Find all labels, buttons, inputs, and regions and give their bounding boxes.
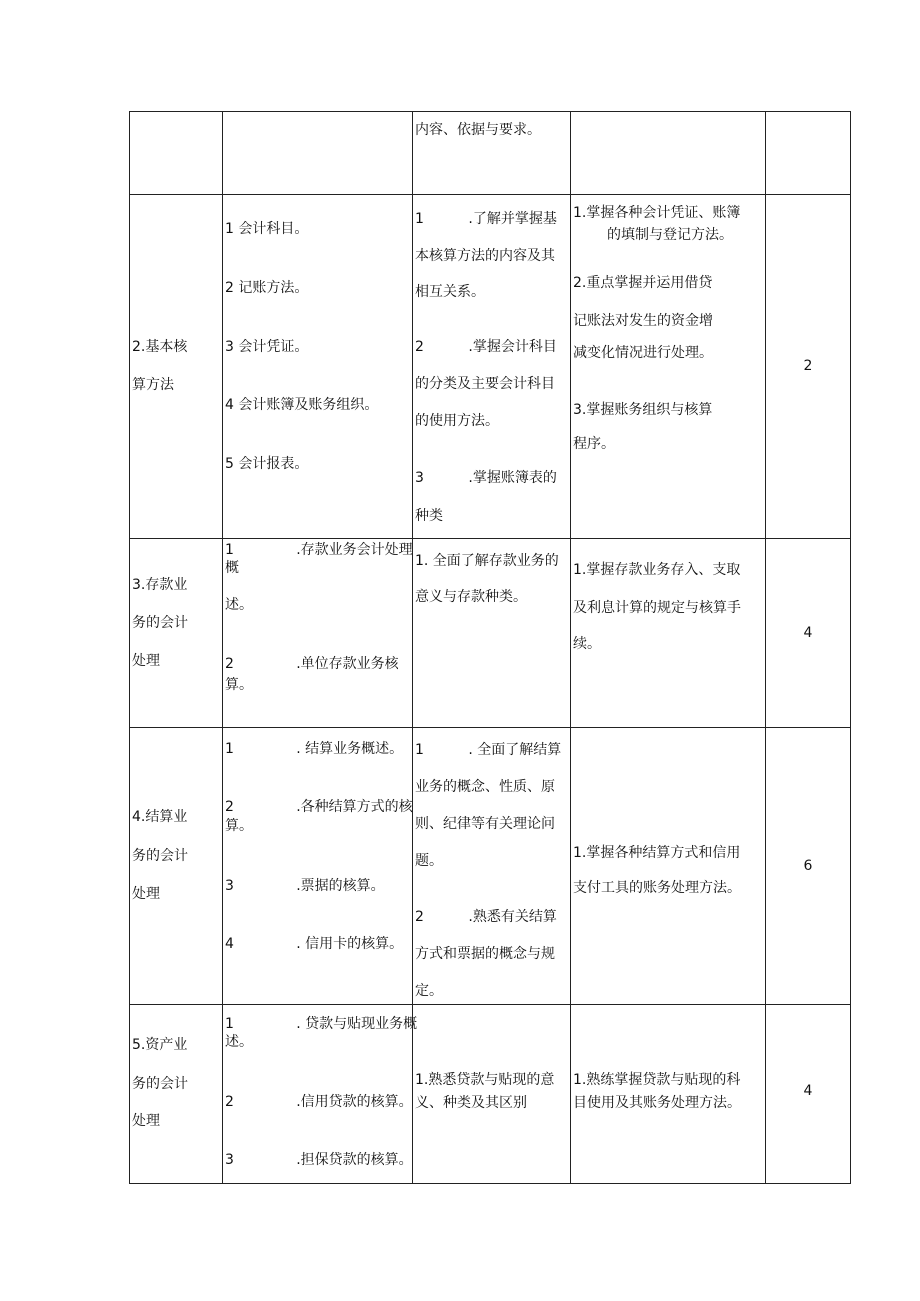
requirements-cell	[413, 539, 571, 728]
table-row	[130, 1005, 851, 1184]
cell-line: 1.掌握存款业务存入、支取	[573, 562, 741, 578]
cell-line: 相互关系。	[415, 284, 485, 300]
cell-line: 4 会计账簿及账务组织。	[225, 397, 379, 413]
hours-value: 4	[803, 625, 813, 641]
table-row	[130, 539, 851, 728]
cell-line: 3 会计凭证。	[225, 339, 309, 355]
cell-line: 业务的概念、性质、原	[415, 779, 555, 795]
content-cell	[223, 1005, 418, 1184]
syllabus-table	[129, 111, 851, 1184]
skills-cell	[571, 112, 766, 195]
cell-line: 定。	[415, 983, 443, 999]
cell-line: 1.熟悉贷款与贴现的意	[415, 1072, 555, 1088]
cell-line: 2 .熟悉有关结算	[415, 909, 557, 925]
topic-cell	[130, 195, 223, 539]
table-row	[130, 112, 851, 195]
cell-line: 4 . 信用卡的核算。	[225, 936, 404, 952]
hours-cell	[766, 112, 851, 195]
requirements-cell	[413, 195, 571, 539]
cell-line: 2 .信用贷款的核算。	[225, 1094, 413, 1110]
cell-line: 5 会计报表。	[225, 456, 309, 472]
cell-line: 1. 全面了解存款业务的	[415, 553, 559, 569]
cell-line: 处理	[132, 886, 160, 902]
table-row	[130, 195, 851, 539]
hours-cell	[766, 195, 851, 539]
cell-line: 2.基本核	[132, 339, 188, 355]
cell-line: 概	[225, 560, 239, 576]
content-cell	[223, 112, 413, 195]
hours-cell	[766, 539, 851, 728]
cell-line: 5.资产业	[132, 1037, 188, 1053]
topic-cell	[130, 728, 223, 1005]
cell-line: 1 会计科目。	[225, 221, 309, 237]
cell-line: 支付工具的账务处理方法。	[573, 880, 741, 896]
cell-line: 1.掌握各种会计凭证、账簿	[573, 205, 741, 221]
cell-line: 务的会计	[132, 1076, 188, 1092]
cell-line: 意义与存款种类。	[415, 589, 527, 605]
topic-cell	[130, 112, 223, 195]
topic-cell	[130, 539, 223, 728]
cell-line: 1 . 全面了解结算	[415, 742, 562, 758]
content-cell	[223, 195, 413, 539]
cell-line: 则、纪律等有关理论问	[415, 816, 555, 832]
cell-line: 2 .掌握会计科目	[415, 339, 557, 355]
cell-line: 3 .担保贷款的核算。	[225, 1152, 413, 1168]
hours-value: 4	[803, 1083, 813, 1099]
cell-line: 3.掌握账务组织与核算	[573, 402, 713, 418]
cell-line: 述。	[225, 1034, 253, 1050]
cell-line: 2.重点掌握并运用借贷	[573, 275, 713, 291]
cell-line: 2 .各种结算方式的核	[225, 799, 413, 815]
cell-line: 题。	[415, 853, 443, 869]
cell-line: 义、种类及其区别	[415, 1095, 527, 1111]
cell-line: 的分类及主要会计科目	[415, 376, 555, 392]
content-cell	[223, 539, 413, 728]
cell-line: 记账法对发生的资金增	[573, 313, 713, 329]
cell-line: 1 . 贷款与贴现业务概	[225, 1016, 418, 1032]
cell-line: 处理	[132, 653, 160, 669]
hours-cell	[766, 1005, 851, 1184]
cell-line: 减变化情况进行处理。	[573, 345, 713, 361]
cell-line: 述。	[225, 597, 253, 613]
cell-line: 2 记账方法。	[225, 280, 309, 296]
cell-line: 续。	[573, 636, 601, 652]
requirements-cell	[413, 728, 571, 1005]
hours-cell	[766, 728, 851, 1005]
cell-line: 1 .了解并掌握基	[415, 211, 557, 227]
cell-line: 算。	[225, 677, 253, 693]
cell-line: 方式和票据的概念与规	[415, 946, 555, 962]
hours-value: 6	[803, 858, 813, 874]
cell-line: 内容、依据与要求。	[415, 122, 541, 138]
requirements-cell	[413, 1005, 571, 1184]
requirements-cell	[413, 112, 571, 195]
table-row	[130, 728, 851, 1005]
cell-line: 1 . 结算业务概述。	[225, 741, 404, 757]
cell-line: 算。	[225, 818, 253, 834]
cell-line: 本核算方法的内容及其	[415, 248, 555, 264]
cell-line: 1.熟练掌握贷款与贴现的科	[573, 1072, 741, 1088]
cell-line: 的使用方法。	[415, 413, 499, 429]
cell-line: 及利息计算的规定与核算手	[573, 600, 741, 616]
cell-line: 程序。	[573, 436, 615, 452]
cell-line: 目使用及其账务处理方法。	[573, 1095, 741, 1111]
cell-line: 务的会计	[132, 848, 188, 864]
skills-cell	[571, 539, 766, 728]
cell-line: 1.掌握各种结算方式和信用	[573, 845, 741, 861]
cell-line: 3.存款业	[132, 577, 188, 593]
skills-cell	[571, 1005, 766, 1184]
cell-line: 种类	[415, 508, 443, 524]
skills-cell	[571, 195, 766, 539]
topic-cell	[130, 1005, 223, 1184]
cell-line: 务的会计	[132, 615, 188, 631]
skills-cell	[571, 728, 766, 1005]
content-cell	[223, 728, 413, 1005]
cell-line: 3 .掌握账簿表的	[415, 470, 557, 486]
cell-line: 的填制与登记方法。	[607, 227, 733, 243]
cell-line: 算方法	[132, 377, 174, 393]
cell-line: 处理	[132, 1113, 160, 1129]
cell-line: 4.结算业	[132, 809, 188, 825]
hours-value: 2	[803, 358, 813, 374]
cell-line: 3 .票据的核算。	[225, 878, 385, 894]
cell-line: 2 .单位存款业务核	[225, 656, 399, 672]
cell-line: 1 .存款业务会计处理	[225, 542, 413, 558]
